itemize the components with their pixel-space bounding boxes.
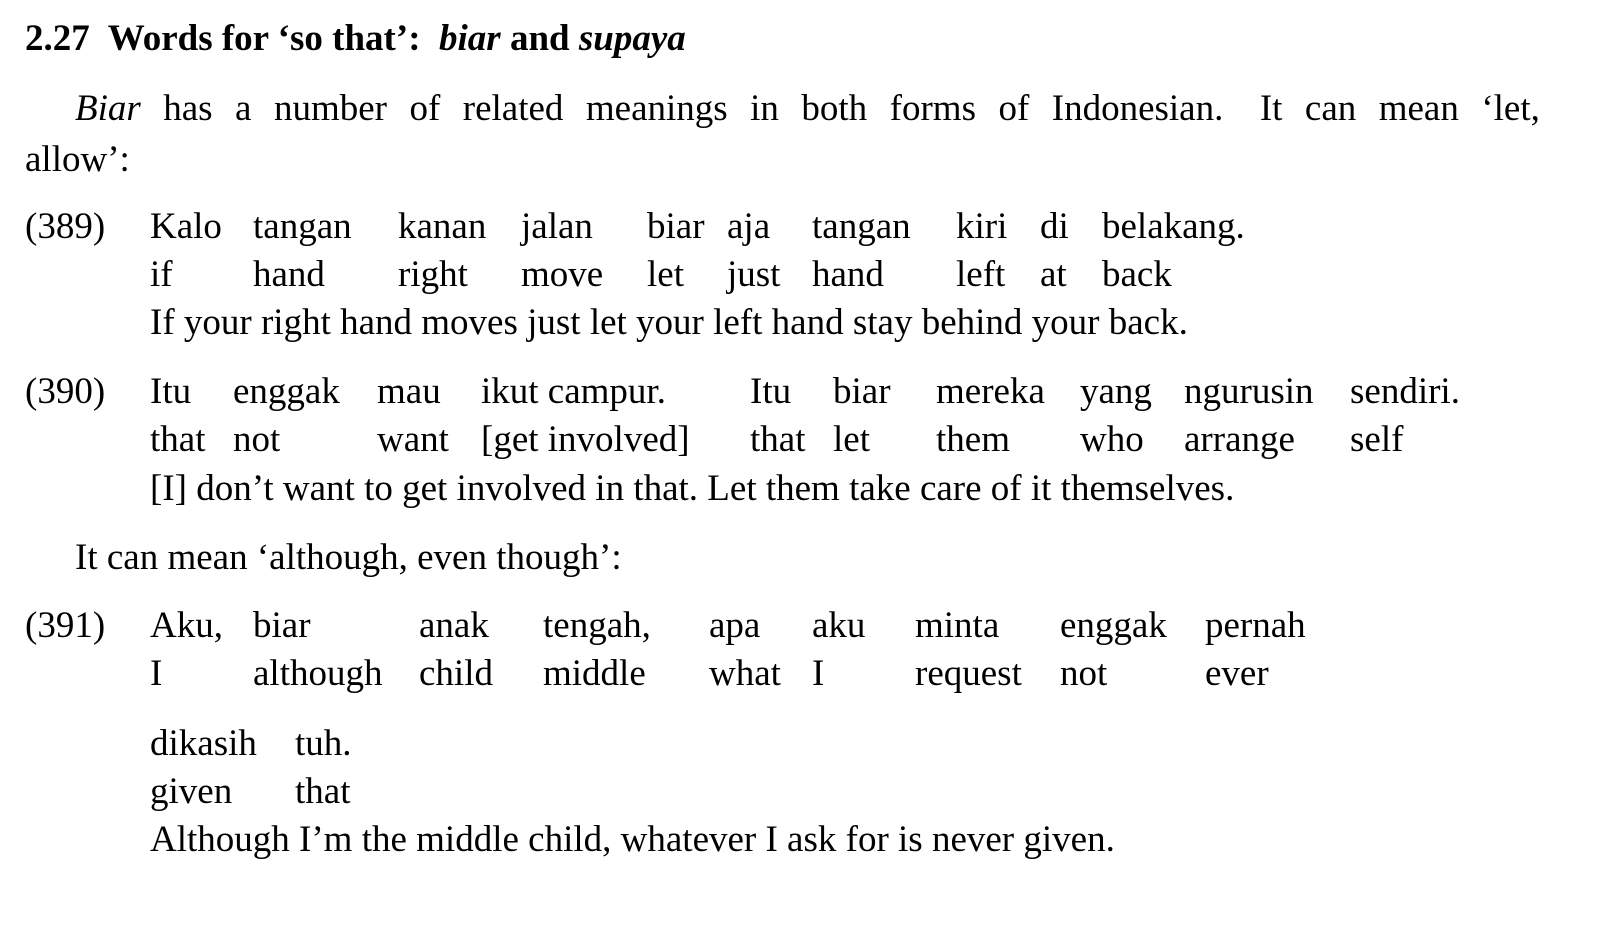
source-word: dikasih: [150, 723, 257, 764]
source-word: ngurusin: [1184, 371, 1314, 412]
intro-line-2: allow’:: [25, 139, 130, 180]
section-number: 2.27: [25, 18, 90, 59]
gloss-word: middle: [543, 653, 646, 694]
source-word: aku: [812, 605, 866, 646]
source-word: Kalo: [150, 206, 222, 247]
intro-word: It: [1259, 88, 1283, 129]
source-word: enggak: [1060, 605, 1167, 646]
source-word: belakang.: [1102, 206, 1245, 247]
gloss-word: that: [150, 419, 206, 460]
gloss-word: [get involved]: [481, 419, 690, 460]
source-word: enggak: [233, 371, 340, 412]
source-word: di: [1040, 206, 1069, 247]
source-word: kiri: [956, 206, 1008, 247]
gloss-word: that: [295, 771, 351, 812]
intro-word: ‘let,: [1481, 88, 1540, 129]
gloss-word: what: [709, 653, 781, 694]
intro-word: both: [801, 88, 868, 129]
source-word: kanan: [398, 206, 487, 247]
intro-word: of: [998, 88, 1030, 129]
example-number: (389): [25, 206, 106, 247]
gloss-word: left: [956, 254, 1006, 295]
source-word: Itu: [150, 371, 192, 412]
source-word: Aku,: [150, 605, 223, 646]
source-word: anak: [419, 605, 489, 646]
source-word: tangan: [253, 206, 352, 247]
source-word: tangan: [812, 206, 911, 247]
example-translation: If your right hand moves just let your left hand stay behind your back.: [150, 302, 1188, 343]
gloss-word: not: [1060, 653, 1108, 694]
source-word: minta: [915, 605, 1000, 646]
intro-word: has: [163, 88, 213, 129]
example-translation: [I] don’t want to get involved in that. Let them take care of it themselves.: [150, 468, 1235, 509]
example-gloss-line: [0, 655, 1616, 695]
source-word: aja: [727, 206, 771, 247]
intro-word: Indonesian.: [1051, 88, 1224, 129]
intro-word: in: [750, 88, 779, 129]
section-heading: [25, 20, 686, 57]
gloss-word: not: [233, 419, 281, 460]
gloss-word: I: [150, 653, 163, 694]
source-word: jalan: [521, 206, 593, 247]
gloss-word: at: [1040, 254, 1067, 295]
intro-word: forms: [889, 88, 976, 129]
source-word: tengah,: [543, 605, 651, 646]
source-word: biar: [833, 371, 891, 412]
gloss-word: right: [398, 254, 468, 295]
source-word: mereka: [936, 371, 1045, 412]
source-word: ikut campur.: [481, 371, 666, 412]
source-word: pernah: [1205, 605, 1306, 646]
intro-word: number: [273, 88, 387, 129]
source-word: mau: [377, 371, 441, 412]
source-word: apa: [709, 605, 761, 646]
source-word: sendiri.: [1350, 371, 1460, 412]
example-source-line: [0, 373, 1616, 413]
intro-word: can: [1304, 88, 1357, 129]
gloss-word: let: [647, 254, 684, 295]
section-term-2: supaya: [578, 18, 686, 59]
intro-word: of: [409, 88, 441, 129]
gloss-word: want: [377, 419, 449, 460]
intro-italic-word: Biar: [75, 88, 141, 129]
intro-line-1: [75, 90, 1540, 127]
gloss-word: hand: [253, 254, 325, 295]
example-gloss-line: [0, 256, 1616, 296]
intro-word: a: [235, 88, 252, 129]
gloss-word: ever: [1205, 653, 1269, 694]
gloss-word: if: [150, 254, 173, 295]
gloss-word: them: [936, 419, 1010, 460]
intro-word: meanings: [585, 88, 728, 129]
gloss-word: arrange: [1184, 419, 1295, 460]
example-number: (390): [25, 371, 106, 412]
example-source-line: [0, 725, 1616, 765]
intro-word: mean: [1378, 88, 1459, 129]
section-connector: and: [509, 18, 570, 59]
example-gloss-line: [0, 773, 1616, 813]
source-word: tuh.: [295, 723, 352, 764]
gloss-word: I: [812, 653, 825, 694]
gloss-word: let: [833, 419, 870, 460]
section-term-1: biar: [439, 18, 501, 59]
source-word: yang: [1080, 371, 1152, 412]
gloss-word: just: [727, 254, 781, 295]
gloss-word: move: [521, 254, 604, 295]
gloss-word: that: [750, 419, 806, 460]
gloss-word: given: [150, 771, 233, 812]
mid-paragraph: It can mean ‘although, even though’:: [75, 537, 622, 578]
example-gloss-line: [0, 421, 1616, 461]
gloss-word: who: [1080, 419, 1144, 460]
source-word: biar: [647, 206, 705, 247]
example-number: (391): [25, 605, 106, 646]
gloss-word: self: [1350, 419, 1404, 460]
source-word: biar: [253, 605, 311, 646]
gloss-word: request: [915, 653, 1022, 694]
example-source-line: [0, 208, 1616, 248]
gloss-word: child: [419, 653, 493, 694]
gloss-word: hand: [812, 254, 884, 295]
intro-word: related: [462, 88, 564, 129]
source-word: Itu: [750, 371, 792, 412]
gloss-word: although: [253, 653, 383, 694]
example-source-line: [0, 607, 1616, 647]
example-translation: Although I’m the middle child, whatever I ask for is never given.: [150, 819, 1115, 860]
gloss-word: back: [1102, 254, 1172, 295]
section-title-prefix: Words for ‘so that’:: [107, 18, 421, 59]
